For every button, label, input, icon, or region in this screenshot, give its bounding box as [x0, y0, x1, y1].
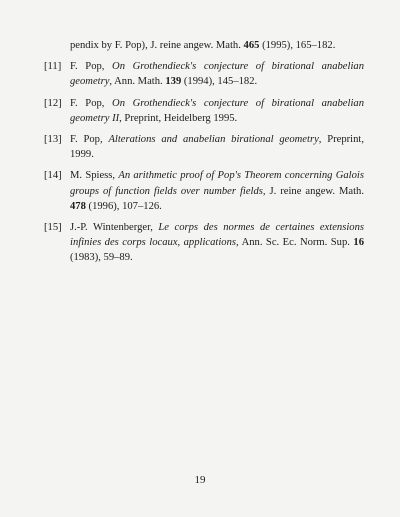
reference-volume: 139 — [165, 76, 182, 88]
reference-number: [14] — [44, 170, 62, 182]
reference-volume: 465 — [243, 40, 260, 51]
reference-text: J.-P. Wintenberger, — [70, 222, 159, 234]
reference-entry — [44, 168, 364, 214]
page-number: 19 — [194, 474, 206, 486]
reference-entry — [44, 96, 364, 126]
reference-text: (1994), 145–182. — [181, 76, 258, 88]
reference-entry — [44, 59, 364, 89]
reference-number: [13] — [44, 134, 62, 146]
reference-text: F. Pop, — [70, 134, 109, 146]
reference-text: (1983), 59–89. — [70, 252, 133, 264]
reference-text: , Preprint, 1999. — [70, 134, 365, 161]
reference-title: On Grothendieck's conjecture of birational anabelian geometry — [70, 61, 364, 88]
reference-text: F. Pop, — [70, 97, 113, 109]
reference-entry — [44, 38, 364, 53]
reference-title: An arithmetic proof of Pop's Theorem concerning Galois groups of function fields over number fields — [70, 170, 364, 197]
reference-title: Alterations and anabelian birational geometry — [108, 134, 319, 146]
reference-title: On Grothendieck's conjecture of birational anabelian geometry II — [70, 97, 364, 124]
reference-text: , J. reine angew. Math. — [262, 185, 364, 197]
reference-text: F. Pop, — [70, 61, 113, 73]
reference-text: , Ann. Sc. Ec. Norm. Sup. — [236, 237, 354, 249]
reference-entry — [44, 132, 364, 162]
reference-text: , Preprint, Heidelberg 1995. — [119, 112, 238, 124]
reference-number: [11] — [44, 61, 62, 73]
reference-number: [15] — [44, 222, 62, 234]
reference-number: [12] — [44, 97, 62, 109]
reference-list — [44, 38, 364, 272]
reference-title: Le corps des normes de certaines extensions infinies des corps locaux, applications — [70, 222, 364, 249]
reference-text: M. Spiess, — [70, 170, 119, 182]
reference-text: (1996), 107–126. — [85, 200, 162, 212]
reference-text: (1995), 165–182. — [259, 40, 336, 51]
reference-entry — [44, 220, 364, 266]
reference-volume: 16 — [353, 237, 364, 249]
reference-text: pendix by F. Pop), J. reine angew. Math. — [70, 40, 244, 51]
reference-text: , Ann. Math. — [109, 76, 166, 88]
reference-volume: 478 — [70, 200, 86, 212]
